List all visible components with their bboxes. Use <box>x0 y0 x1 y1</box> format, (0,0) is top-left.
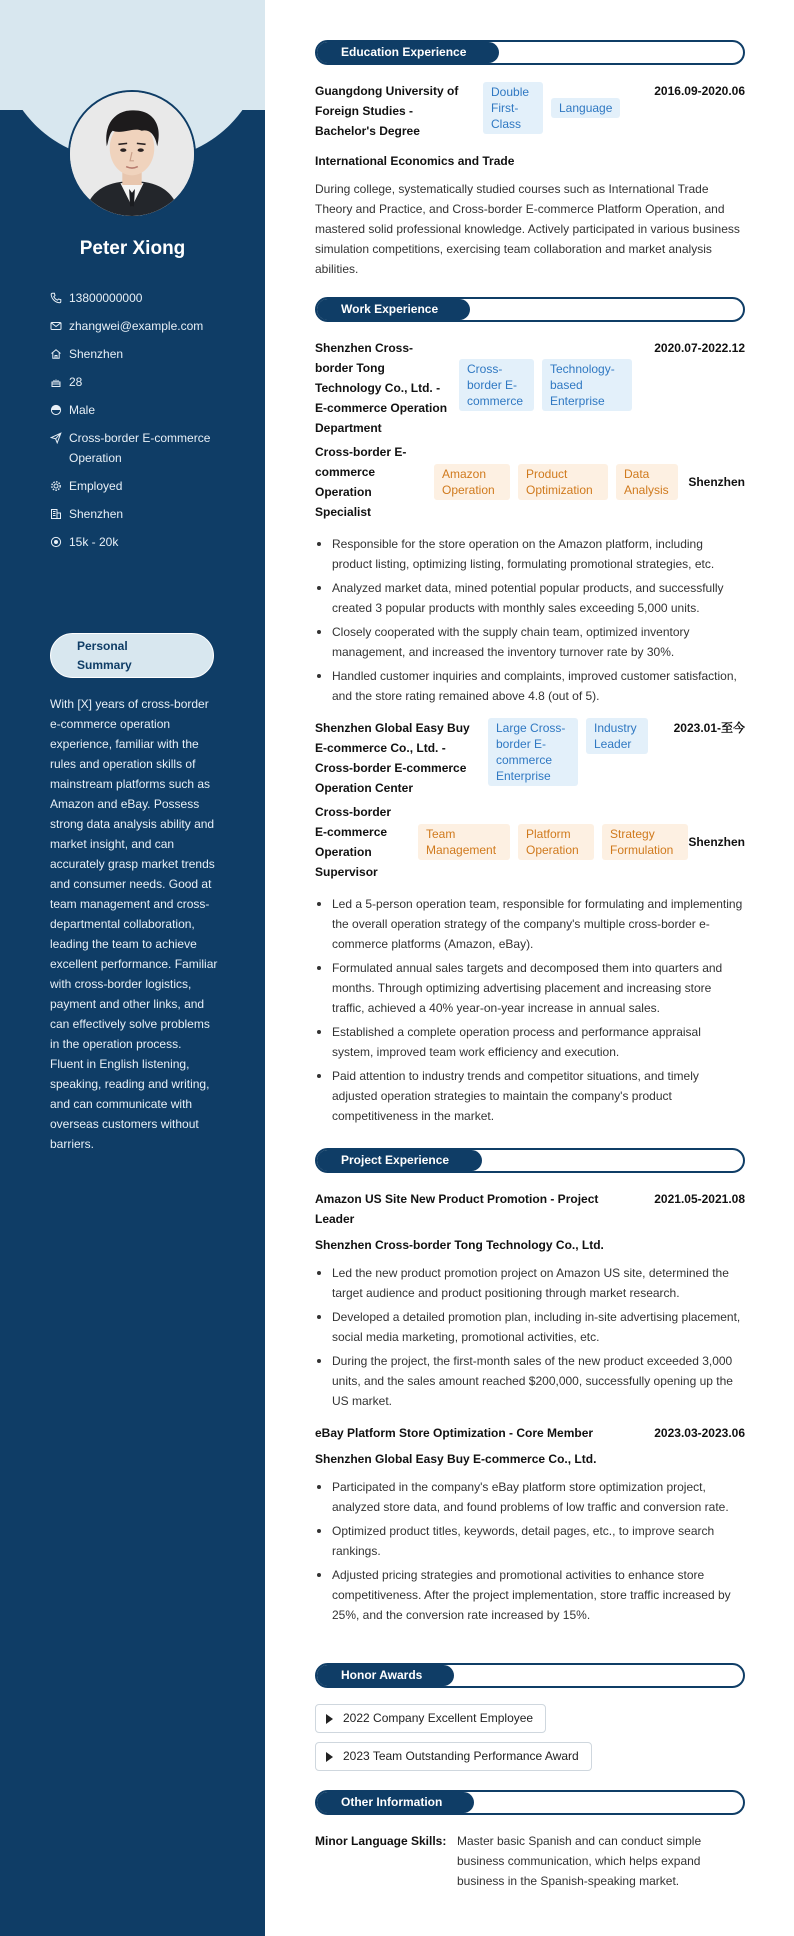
other-label: Minor Language Skills: <box>315 1834 447 1848</box>
list-item: Developed a detailed promotion plan, including in-site advertising placement, social media marketing, promotional activities, etc. <box>315 1307 745 1347</box>
project-title: eBay Platform Store Optimization - Core Member <box>315 1426 594 1440</box>
other-section <box>315 1790 745 1891</box>
contact-email-text: zhangwei@example.com <box>69 319 204 333</box>
project-heading-label: Project Experience <box>341 1153 450 1167</box>
list-item: Led the new product promotion project on Amazon US site, determined the target audience and product positioning through market research. <box>315 1263 745 1303</box>
contact-age <box>50 372 250 392</box>
work-position-tag: Team Management <box>418 824 510 860</box>
contact-list <box>50 288 250 560</box>
work-company-tag: Technology-based Enterprise <box>542 359 632 411</box>
project-company: Shenzhen Global Easy Buy E-commerce Co., Ltd. <box>315 1452 597 1466</box>
contact-salary-text: 15k - 20k <box>69 535 119 549</box>
contact-status <box>50 476 250 496</box>
other-row <box>315 1831 745 1891</box>
work-heading <box>315 297 745 322</box>
summary-heading <box>50 633 214 678</box>
award-label: 2023 Team Outstanding Performance Award <box>343 1748 579 1763</box>
list-item: Paid attention to industry trends and competitor situations, and timely adjusted operation strategies to maintain the company's product competitiveness in the market. <box>315 1066 745 1126</box>
other-heading-label: Other Information <box>341 1795 443 1809</box>
gear-icon <box>50 480 62 492</box>
avatar <box>68 90 196 218</box>
other-value: Master basic Spanish and can conduct simple business communication, which helps expand business in the Spanish-speaking market. <box>457 1834 702 1888</box>
work-entry-head <box>315 338 745 438</box>
work-company-tag: Industry Leader <box>586 718 648 754</box>
education-tag: Double First-Class <box>483 82 543 134</box>
work-entry-head <box>315 718 745 798</box>
work-position: Cross-border E-commerce Operation Specialist <box>315 445 407 519</box>
education-entry-head <box>315 81 745 141</box>
project-bullets <box>315 1477 745 1625</box>
list-item: During the project, the first-month sales of the new product exceeded 3,000 units, and the sales amount reached $200,000, successfully opening up the US market. <box>315 1351 745 1411</box>
mail-icon <box>50 320 62 332</box>
work-position-tag: Data Analysis <box>616 464 678 500</box>
education-major: International Economics and Trade <box>315 154 515 168</box>
work-position-tag: Strategy Formulation <box>602 824 688 860</box>
honors-heading-label: Honor Awards <box>341 1668 423 1682</box>
contact-city-text: Shenzhen <box>69 507 124 521</box>
play-icon <box>326 1714 333 1724</box>
work-position-tag: Platform Operation <box>518 824 594 860</box>
work-bullets <box>315 534 745 706</box>
work-heading-label: Work Experience <box>341 302 439 316</box>
contact-gender <box>50 400 250 420</box>
education-description: During college, systematically studied courses such as International Trade Theory and Practice, and Cross-border E-commerce Platform Operation, and mastered solid professional knowledge. Actively participated in various business simulation competitions, exercising team collaboration and market analysis abilities. <box>315 182 740 276</box>
education-school: Guangdong University of Foreign Studies - Bachelor's Degree <box>315 84 459 138</box>
list-item: Established a complete operation process and performance appraisal system, improved team work efficiency and execution. <box>315 1022 745 1062</box>
list-item: Responsible for the store operation on the Amazon platform, including product listing, optimizing listing, formulating promotional strategies, etc. <box>315 534 745 574</box>
work-position: Cross-border E-commerce Operation Supervisor <box>315 805 392 879</box>
list-item: Led a 5-person operation team, responsible for formulating and implementing the overall operation strategy of the company's multiple cross-border e-commerce platforms (Amazon, eBay). <box>315 894 745 954</box>
profile-name: Peter Xiong <box>79 238 186 259</box>
contact-email <box>50 316 250 336</box>
project-entry <box>315 1423 745 1625</box>
project-entry-head <box>315 1423 745 1443</box>
summary-heading-label: Personal Summary <box>77 638 132 672</box>
work-date: 2020.07-2022.12 <box>654 341 745 355</box>
contact-intention <box>50 428 250 468</box>
send-icon <box>50 432 62 444</box>
work-entry <box>315 718 745 1126</box>
award-item[interactable] <box>315 1704 546 1733</box>
project-bullets <box>315 1263 745 1411</box>
work-company: Shenzhen Cross-border Tong Technology Co., Ltd. - E-commerce Operation Department <box>315 341 448 435</box>
list-item: Handled customer inquiries and complaints, improved customer satisfaction, and the store rating remained above 4.8 (out of 5). <box>315 666 745 706</box>
list-item: Analyzed market data, mined potential popular products, and successfully created 3 popular products with monthly sales exceeding 5,000 units. <box>315 578 745 618</box>
honors-heading <box>315 1663 745 1688</box>
work-position-tag: Product Optimization <box>518 464 608 500</box>
contact-age-text: 28 <box>69 375 83 389</box>
home-icon <box>50 348 62 360</box>
play-icon <box>326 1752 333 1762</box>
main-content <box>315 40 745 1891</box>
education-section <box>315 40 745 279</box>
work-city: Shenzhen <box>688 475 745 489</box>
project-heading <box>315 1148 745 1173</box>
honors-list <box>315 1704 745 1780</box>
building-icon <box>50 508 62 520</box>
project-date: 2021.05-2021.08 <box>654 1192 745 1206</box>
project-date: 2023.03-2023.06 <box>654 1426 745 1440</box>
contact-intention-text: Cross-border E-commerce Operation <box>69 431 211 465</box>
contact-home-text: Shenzhen <box>69 347 124 361</box>
project-entry-head <box>315 1189 745 1229</box>
other-heading <box>315 1790 745 1815</box>
work-company-tag: Large Cross-border E-commerce Enterprise <box>488 718 578 786</box>
contact-status-text: Employed <box>69 479 123 493</box>
contact-home <box>50 344 250 364</box>
list-item: Participated in the company's eBay platform store optimization project, analyzed store data, and found problems of low traffic and conversion rate. <box>315 1477 745 1517</box>
cake-icon <box>50 376 62 388</box>
work-position-tag: Amazon Operation <box>434 464 510 500</box>
education-tag: Language <box>551 98 620 118</box>
work-company: Shenzhen Global Easy Buy E-commerce Co., Ltd. - Cross-border E-commerce Operation Center <box>315 721 470 795</box>
education-heading-label: Education Experience <box>341 45 467 59</box>
work-position-row <box>315 802 745 882</box>
project-title: Amazon US Site New Product Promotion - Project Leader <box>315 1192 599 1226</box>
contact-salary <box>50 532 250 552</box>
gender-icon <box>50 404 62 416</box>
summary-text: With [X] years of cross-border e-commerce operation experience, familiar with the rules and operation skills of mainstream platforms such as Amazon and eBay. Possess strong data analysis ability and market insight, and can accurately grasp market trends and consumer needs. Good at team management and cross-departmental collaboration, leading the team to achieve excellent performance. Familiar with cross-border logistics, payment and other links, and can effectively solve problems in the operation process. Fluent in English listening, speaking, reading and writing, and can communicate with overseas customers without barriers. <box>50 697 218 1151</box>
contact-city <box>50 504 250 524</box>
work-position-row <box>315 442 745 522</box>
award-label: 2022 Company Excellent Employee <box>343 1710 534 1725</box>
list-item: Optimized product titles, keywords, detail pages, etc., to improve search rankings. <box>315 1521 745 1561</box>
contact-gender-text: Male <box>69 403 96 417</box>
work-city: Shenzhen <box>688 835 745 849</box>
contact-phone <box>50 288 250 308</box>
list-item: Adjusted pricing strategies and promotional activities to enhance store competitiveness. After the project implementation, store traffic increased by 25%, and the conversion rate increased by 15%. <box>315 1565 745 1625</box>
education-date: 2016.09-2020.06 <box>654 84 745 98</box>
work-bullets <box>315 894 745 1126</box>
target-icon <box>50 536 62 548</box>
award-item[interactable] <box>315 1742 592 1771</box>
phone-icon <box>50 292 62 304</box>
list-item: Closely cooperated with the supply chain team, optimized inventory management, and increased the inventory turnover rate by 30%. <box>315 622 745 662</box>
contact-phone-text: 13800000000 <box>69 291 143 305</box>
sidebar <box>0 0 265 1936</box>
work-section <box>315 297 745 1126</box>
honors-section <box>315 1663 745 1780</box>
project-section <box>315 1148 745 1625</box>
list-item: Formulated annual sales targets and decomposed them into quarters and months. Through optimizing advertising placement and increasing store traffic, achieved a 40% year-on-year increase in annual sales. <box>315 958 745 1018</box>
work-date: 2023.01-至今 <box>673 721 745 735</box>
work-entry <box>315 338 745 706</box>
project-entry <box>315 1189 745 1411</box>
education-heading <box>315 40 745 65</box>
work-company-tag: Cross-border E-commerce <box>459 359 534 411</box>
project-company: Shenzhen Cross-border Tong Technology Co., Ltd. <box>315 1238 604 1252</box>
